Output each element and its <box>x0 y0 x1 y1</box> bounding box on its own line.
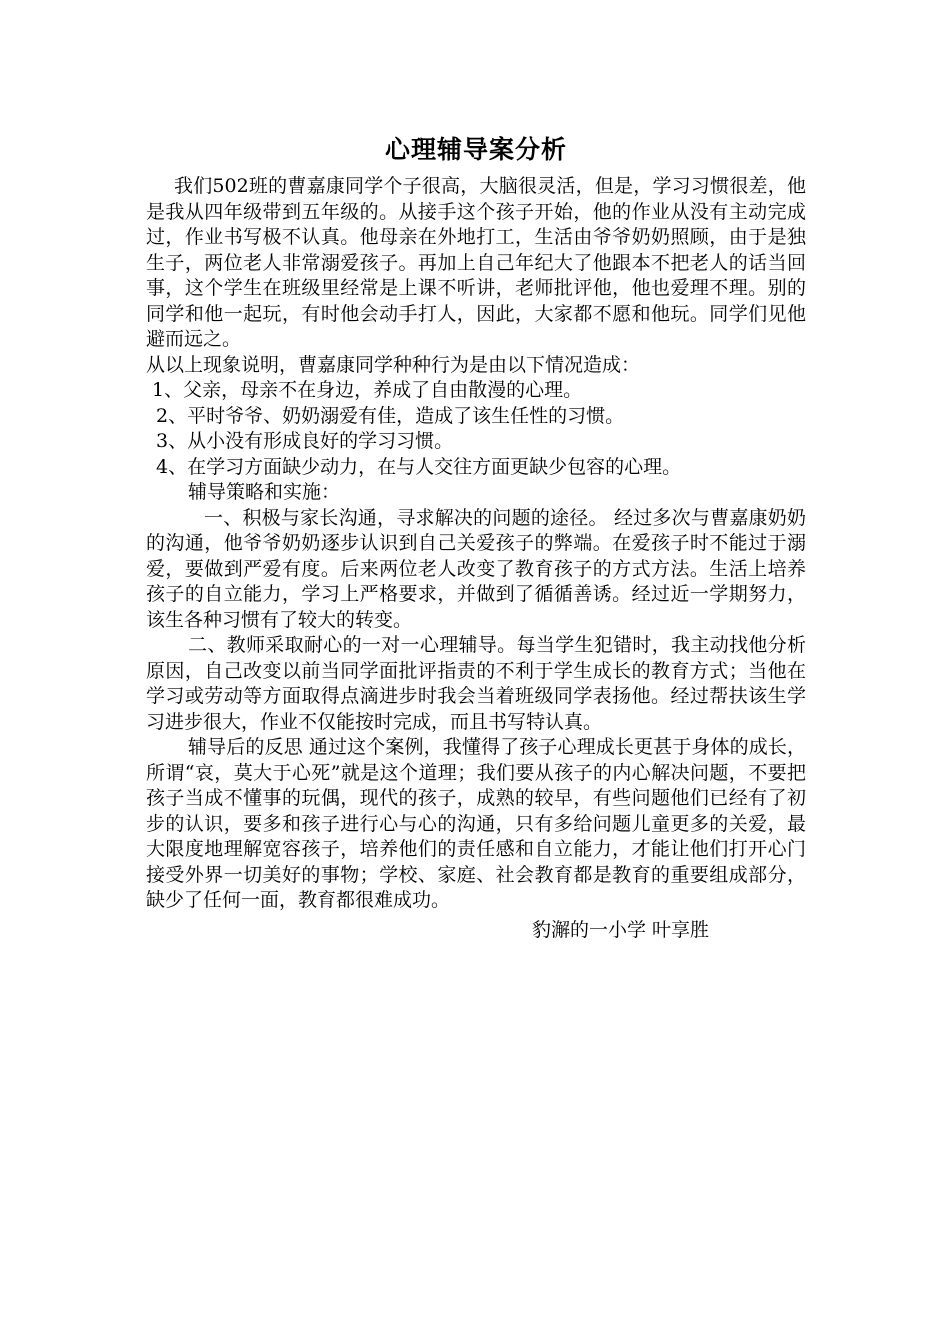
strategy-heading: 辅导策略和实施： <box>188 481 341 503</box>
causes-intro: 从以上现象说明，曹嘉康同学种种行为是由以下情况造成： <box>146 353 641 376</box>
reflection-paragraph: 辅导后的反思 通过这个案例，我懂得了孩子心理成长更甚于身体的成长，所谓“哀，莫大于心死”就是这个道理；我们要从孩子的内心解决问题，不要把孩子当成不懂事的玩偶，现代的孩子，成熟的较早，有些问题他们已经有了初步的认识，要多和孩子进行心与心的沟通，只有多给问题儿童更多的关爱，最大限度地理解宽容孩子，培养他们的责任感和自立能力，才能让他们打开心门接受外界一切美好的事物；学校、家庭、社会教育都是教育的重要组成部分，缺少了任何一面，教育都很难成功。 <box>146 736 806 911</box>
document-page <box>146 132 806 943</box>
cause-item-2: 2、平时爷爷、奶奶溺爱有佳，造成了该生任性的习惯。 <box>156 404 625 427</box>
cause-item-1: 1、父亲，母亲不在身边，养成了自由散漫的心理。 <box>152 379 583 401</box>
cause-item-4: 4、在学习方面缺少动力，在与人交往方面更缺少包容的心理。 <box>156 455 682 478</box>
signature: 豹澥的一小学 叶享胜 <box>532 918 710 941</box>
strategy-paragraph-1: 一、积极与家长沟通，寻求解决的问题的途径。 经过多次与曹嘉康奶奶的沟通，他爷爷奶奶逐步认识到自己关爱孩子的弊端。在爱孩子时不能过于溺爱，要做到严爱有度。后来两位老人改变了教育孩子的方式方法。生活上培养孩子的自立能力，学习上严格要求，并做到了循循善诱。经过近一学期努力，该生各种习惯有了较大的转变。 <box>146 506 806 631</box>
document-title: 心理辅导案分析 <box>384 135 567 164</box>
intro-paragraph: 我们502班的曹嘉康同学个子很高，大脑很灵活，但是，学习习惯很差，他是我从四年级带到五年级的。从接手这个孩子开始，他的作业从没有主动完成过，作业书写极不认真。他母亲在外地打工，生活由爷爷奶奶照顾，由于是独生子，两位老人非常溺爱孩子。再加上自己年纪大了他跟本不把老人的话当回事，这个学生在班级里经常是上课不听讲，老师批评他，他也爱理不理。别的同学和他一起玩，有时他会动手打人，因此，大家都不愿和他玩。同学们见他避而远之。 <box>146 175 806 350</box>
strategy-paragraph-2: 二、教师采取耐心的一对一心理辅导。每当学生犯错时，我主动找他分析原因，自己改变以前当同学面批评指责的不利于学生成长的教育方式；当他在学习或劳动等方面取得点滴进步时我会当着班级同学表扬他。经过帮扶该生学习进步很大，作业不仅能按时完成，而且书写特认真。 <box>146 634 806 733</box>
cause-item-3: 3、从小没有形成良好的学习习惯。 <box>156 430 454 452</box>
